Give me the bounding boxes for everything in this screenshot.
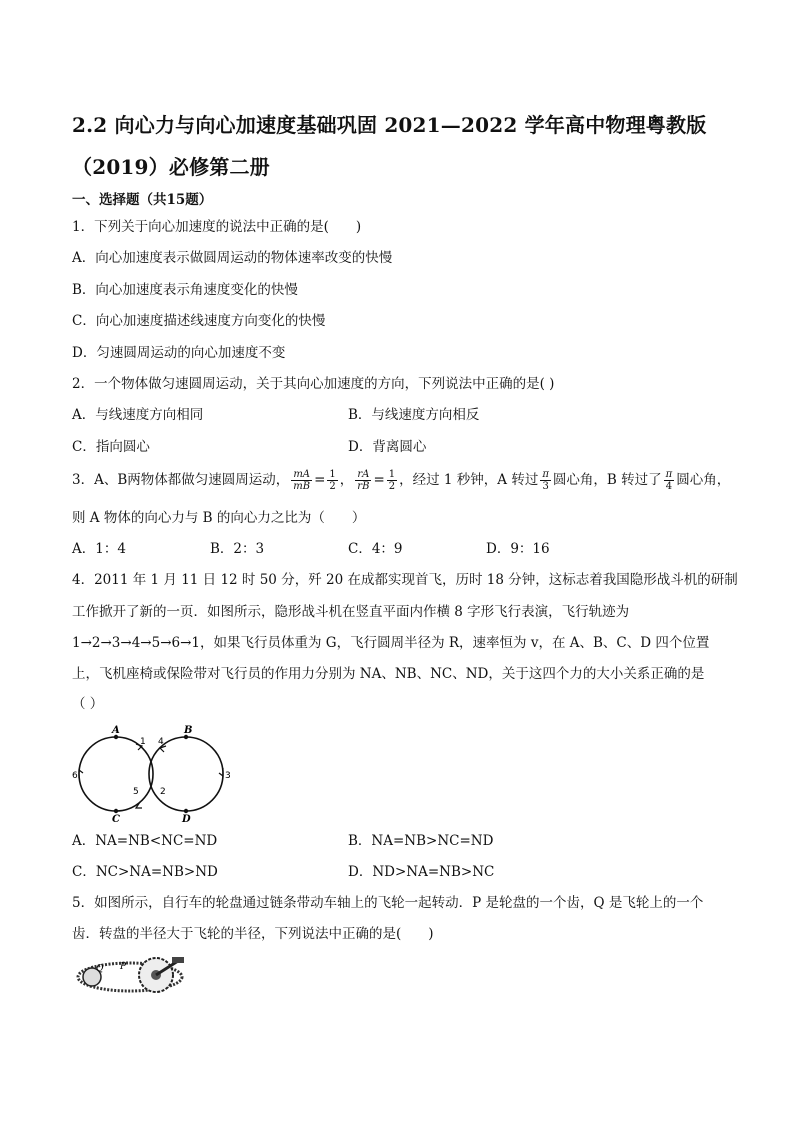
frac-denominator: rB xyxy=(357,481,370,492)
label-d: D xyxy=(182,814,191,822)
q3-option-a[interactable]: A．1：4 xyxy=(72,541,126,557)
mass-ratio-value xyxy=(327,469,337,492)
q3-mid3: 圆心角， xyxy=(676,472,731,488)
label-b: B xyxy=(184,725,193,736)
point-c-dot xyxy=(114,809,118,813)
label-6: 6 xyxy=(72,771,78,781)
point-d-dot xyxy=(184,809,188,813)
q3-stem: 3．A、B两物体都做匀速圆周运动， $\frac{mA}{mB}$ = $\frac{1}{2}$ ， $\frac{rA}{rB}$ = $\frac{1}{2}$ ，经过 1 秒钟，A 转过 $\frac{\pi}{3}$ 圆心角，B 转过了 $\frac{\pi}{4}$ 圆心角， xyxy=(72,469,731,492)
q3-option-b[interactable]: B．2：3 xyxy=(210,541,265,557)
label-p: P xyxy=(120,962,127,972)
q1-option-a[interactable]: A．向心加速度表示做圆周运动的物体速率改变的快慢 xyxy=(72,250,393,266)
q4-stem-line1: 4．2011 年 1 月 11 日 12 时 50 分，歼 20 在成都实现首飞，历时 18 分钟，这标志着我国隐形战斗机的研制 xyxy=(72,572,738,588)
frac-numerator: rA xyxy=(355,469,371,481)
angle-b-fraction xyxy=(664,469,675,492)
q2-stem: 2．一个物体做匀速圆周运动，关于其向心加速度的方向，下列说法中正确的是( ) xyxy=(72,376,555,392)
q4-stem-line2: 工作掀开了新的一页．如图所示，隐形战斗机在竖直平面内作横 8 字形飞行表演，飞行轨迹为 xyxy=(72,604,630,620)
frac-denominator: 2 xyxy=(388,481,396,492)
q1-stem: 1．下列关于向心加速度的说法中正确的是( ) xyxy=(72,219,362,235)
label-q: Q xyxy=(96,964,104,974)
q4-option-c[interactable]: C．NC>NA=NB>ND xyxy=(72,864,218,880)
label-2: 2 xyxy=(160,787,166,797)
arrow-6-icon xyxy=(79,770,83,778)
mass-ratio-fraction xyxy=(291,469,312,492)
q4-stem-line4: 上，飞机座椅或保险带对飞行员的作用力分别为 NA、NB、NC、ND，关于这四个力的大小关系正确的是 xyxy=(72,666,705,682)
q5-stem-line2: 齿．转盘的半径大于飞轮的半径，下列说法中正确的是( ) xyxy=(72,926,434,942)
frac-numerator: π xyxy=(665,469,673,480)
section-heading: 一、选择题（共15题） xyxy=(72,192,213,208)
q3-stem-line2: 则 A 物体的向心力与 B 的向心力之比为（ ） xyxy=(72,510,366,526)
q3-option-d[interactable]: D．9：16 xyxy=(486,541,550,557)
q3-option-c[interactable]: C．4：9 xyxy=(348,541,403,557)
label-4: 4 xyxy=(158,737,164,747)
left-loop xyxy=(79,737,153,811)
q5-stem-line1: 5．如图所示，自行车的轮盘通过链条带动车轴上的飞轮一起转动．P 是轮盘的一个齿，Q 是飞轮上的一个 xyxy=(72,895,704,911)
label-3: 3 xyxy=(225,771,231,781)
q1-option-c[interactable]: C．向心加速度描述线速度方向变化的快慢 xyxy=(72,313,326,329)
q4-option-a[interactable]: A．NA=NB<NC=ND xyxy=(72,833,218,849)
frac-denominator: 4 xyxy=(665,481,673,492)
document-title: 2.2 向心力与向心加速度基础巩固 2021—2022 学年高中物理粤教版（2019）必修第二册 xyxy=(72,113,707,179)
q3-mid1: ，经过 1 秒钟，A 转过 xyxy=(399,472,539,488)
q1-option-b[interactable]: B．向心加速度表示角速度变化的快慢 xyxy=(72,282,298,298)
label-1: 1 xyxy=(140,737,146,747)
q4-stem-line5: （ ） xyxy=(72,696,104,712)
frac-denominator: 2 xyxy=(329,481,336,492)
label-a: A xyxy=(112,725,120,736)
q2-option-a[interactable]: A．与线速度方向相同 xyxy=(72,407,204,423)
q4-stem-line3: 1→2→3→4→5→6→1，如果飞行员体重为 G，飞行圆周半径为 R，速率恒为 v，在 A、B、C、D 四个位置 xyxy=(72,635,710,651)
arrow-3-icon xyxy=(219,768,223,776)
q2-option-d[interactable]: D．背离圆心 xyxy=(348,439,427,455)
q4-option-b[interactable]: B．NA=NB>NC=ND xyxy=(348,833,494,849)
label-5: 5 xyxy=(133,787,139,797)
q1-option-d[interactable]: D．匀速圆周运动的向心加速度不变 xyxy=(72,345,286,361)
q3-prefix: 3．A、B两物体都做匀速圆周运动， xyxy=(72,472,290,488)
q4-option-d[interactable]: D．ND>NA=NB>NC xyxy=(348,864,495,880)
pedal xyxy=(172,957,184,963)
q2-option-b[interactable]: B．与线速度方向相反 xyxy=(348,407,480,423)
q3-mid2: 圆心角，B 转过了 xyxy=(552,472,662,488)
figure-eight-flight-path xyxy=(70,722,240,822)
frac-denominator: 3 xyxy=(542,481,549,492)
frac-numerator: mA xyxy=(291,469,312,481)
label-c: C xyxy=(112,814,120,822)
frac-numerator: 1 xyxy=(329,469,336,480)
frac-numerator: π xyxy=(542,469,549,480)
angle-a-fraction xyxy=(540,469,551,492)
radius-ratio-value xyxy=(387,469,397,492)
frac-denominator: mB xyxy=(293,481,311,492)
radius-ratio-fraction xyxy=(355,469,371,492)
frac-numerator: 1 xyxy=(388,469,396,480)
q2-option-c[interactable]: C．指向圆心 xyxy=(72,439,150,455)
bicycle-chain-figure xyxy=(72,955,188,997)
